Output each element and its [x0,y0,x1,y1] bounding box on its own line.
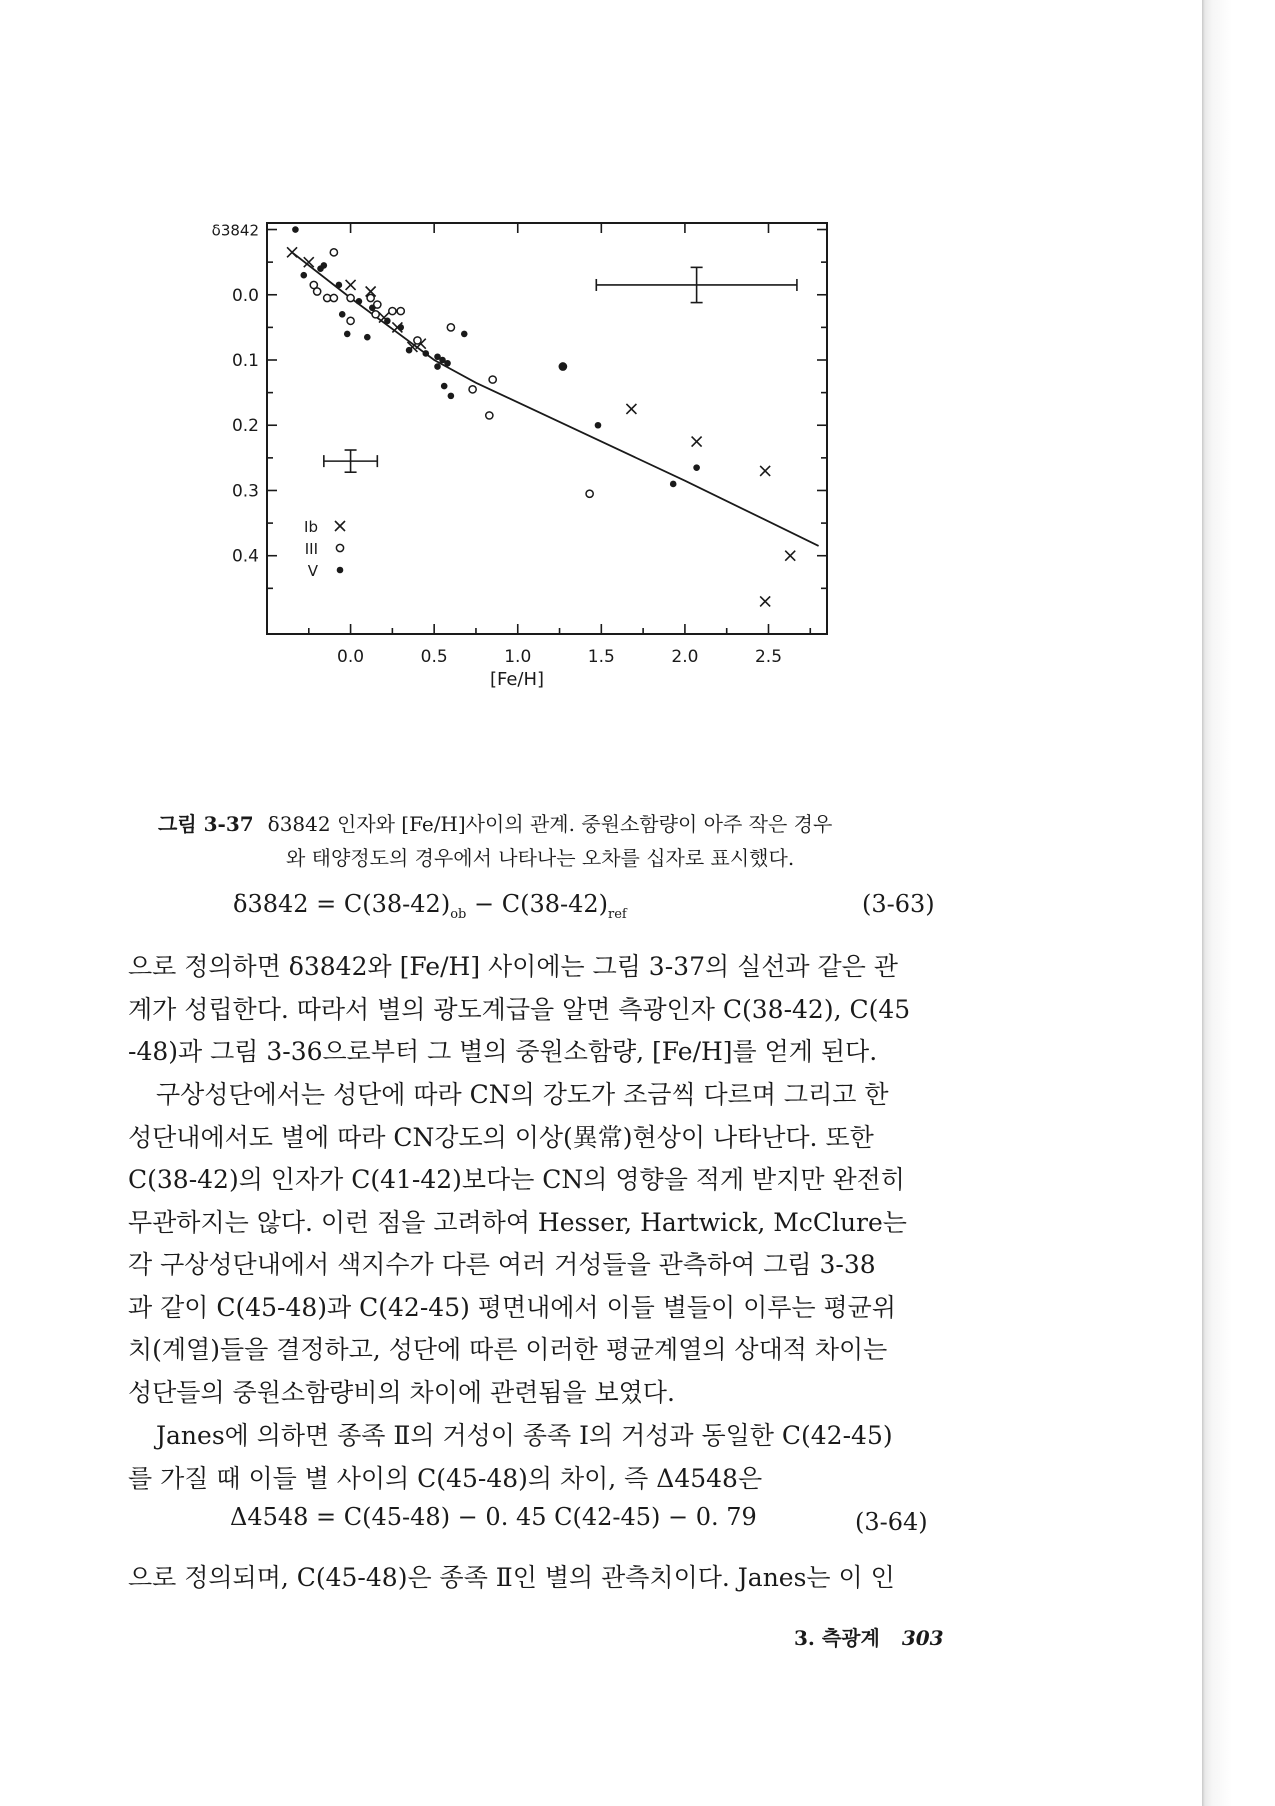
x-tick-label: 1.5 [587,647,615,667]
data-point-filled-circle [670,481,677,488]
data-point-open-circle [330,294,337,301]
para2-line-6: 과 같이 C(45-48)과 C(42-45) 평면내에서 이들 별들이 이루는 평균위 [128,1292,896,1322]
data-point-filled-circle [336,282,343,289]
para4-line-1: 으로 정의되며, C(45-48)은 종족 Ⅱ인 별의 관측치이다. Janes는 이 인 [128,1563,895,1592]
x-tick-label: 0.5 [420,647,448,667]
data-point-x [346,280,356,290]
caption-line-1: δ3842 인자와 [Fe/H]사이의 관계. 중원소함량이 아주 작은 경우 [267,812,833,836]
data-point-filled-circle [441,383,448,390]
data-point-filled-circle [406,347,413,354]
data-point-filled-circle [461,331,468,338]
data-point-filled-circle [444,360,451,367]
y-tick-label: 0.2 [231,416,259,437]
caption-line-2: 와 태양정도의 경우에서 나타나는 오차를 십자로 표시했다. [286,846,795,870]
paragraph-1 [128,946,993,1074]
y-tick-label: 0.4 [231,546,259,567]
para2-line-1: 구상성단에서는 성단에 따라 CN의 강도가 조금씩 다르며 그리고 한 [156,1080,889,1109]
data-point-filled-circle [448,393,455,400]
data-point-filled-circle [434,363,441,370]
data-point-open-circle [469,386,476,393]
data-point-filled-circle [397,324,404,331]
data-point-filled-circle [423,350,430,357]
para1-line-1: 으로 정의하면 δ3842와 [Fe/H] 사이에는 그림 3-37의 실선과 같은 관 [128,952,898,981]
legend-marker-x [335,521,345,531]
data-point-open-circle [367,294,374,301]
page-footer [794,1622,944,1651]
data-point-open-circle [397,307,404,314]
eq1-rhs2: − C(38-42) [466,890,608,918]
data-point-open-circle [347,294,354,301]
data-point-x [760,596,770,606]
data-point-x [626,404,636,414]
y-tick-label: 0.3 [231,481,259,502]
y-tick-label: δ3842 [211,221,259,240]
paragraph-3 [128,1415,993,1500]
para2-line-2: 성단내에서도 별에 따라 CN강도의 이상(異常)현상이 나타난다. 또한 [128,1122,874,1152]
paragraph-2 [128,1074,993,1414]
eq1-sub1: ob [450,906,467,922]
para2-line-4: 무관하지는 않다. 이런 점을 고려하여 Hesser, Hartwick, McClure는 [128,1207,907,1237]
x-tick-label: 0.0 [337,647,365,667]
equation-3-64: Δ4548 = C(45-48) − 0. 45 C(42-45) − 0. 79 [230,1503,757,1531]
data-point-filled-circle [693,464,700,471]
x-tick-label: 1.0 [504,647,532,667]
y-tick-label: 0.0 [231,285,259,306]
paragraph-4 [128,1557,993,1600]
data-point-filled-circle [339,311,346,318]
data-point-open-circle [486,412,493,419]
para2-line-8: 성단들의 중원소함량비의 차이에 관련됨을 보였다. [128,1377,675,1407]
data-point-open-circle [489,376,496,383]
data-point-open-circle [330,249,337,256]
para2-line-5: 각 구상성단내에서 색지수가 다른 여러 거성들을 관측하여 그림 3-38 [128,1250,876,1279]
data-point-open-circle [586,490,593,497]
legend-label: III [304,540,318,558]
data-point-filled-circle [356,298,363,305]
data-point-filled-circle [321,262,328,269]
data-point-open-circle [372,311,379,318]
legend-marker-filled-circle [337,567,344,574]
data-point-filled-circle [364,334,371,341]
data-point-x [785,551,795,561]
figure-caption [158,807,988,875]
data-point-open-circle [347,317,354,324]
eq1-sub2: ref [608,906,627,922]
para1-line-3: -48)과 그림 3-36으로부터 그 별의 중원소함량, [Fe/H]를 얻게 된다. [128,1037,878,1066]
data-point-filled-circle [369,305,376,312]
equation-number-3-63: (3-63) [862,890,935,918]
x-tick-label: 2.5 [754,647,783,667]
para3-line-1: Janes에 의하면 종족 Ⅱ의 거성이 종족 Ⅰ의 거성과 동일한 C(42-45) [156,1421,893,1450]
page-number: 303 [901,1626,944,1650]
data-point-open-circle [389,307,396,314]
eq1-rhs1: = C(38-42) [308,890,451,918]
equation-number-3-64: (3-64) [855,1508,928,1536]
para2-line-7: 치(계열)들을 결정하고, 성단에 따른 이러한 평균계열의 상대적 차이는 [128,1335,888,1364]
data-point-filled-circle [560,363,567,370]
x-axis-label: [Fe/H] [489,669,545,690]
data-point-open-circle [314,288,321,295]
data-point-x [692,437,702,447]
data-point-filled-circle [292,226,299,233]
legend-marker-open-circle [336,544,343,551]
figure-chart [160,215,920,795]
caption-number: 그림 3-37 [158,812,254,836]
footer-section: 3. 측광계 [794,1626,880,1650]
data-point-filled-circle [300,272,307,279]
equation-3-63 [233,890,627,922]
legend-label: Ib [304,518,318,536]
para2-line-3: C(38-42)의 인자가 C(41-42)보다는 CN의 영향을 적게 받지만 완전히 [128,1165,905,1194]
data-point-open-circle [447,324,454,331]
data-point-filled-circle [384,318,391,325]
para1-line-2: 계가 성립한다. 따라서 별의 광도계급을 알면 측광인자 C(38-42), C(45 [128,994,911,1024]
data-point-x [287,247,297,257]
data-point-open-circle [414,337,421,344]
y-tick-label: 0.1 [231,351,259,371]
data-point-filled-circle [595,422,602,429]
para3-line-2: 를 가질 때 이들 별 사이의 C(45-48)의 차이, 즉 Δ4548은 [128,1463,763,1493]
x-tick-label: 2.0 [671,647,699,667]
eq1-lhs: δ3842 [233,890,309,918]
data-point-filled-circle [344,331,351,338]
legend-label: V [307,562,318,580]
data-point-x [760,466,770,476]
page-edge-shadow [1202,0,1275,1806]
